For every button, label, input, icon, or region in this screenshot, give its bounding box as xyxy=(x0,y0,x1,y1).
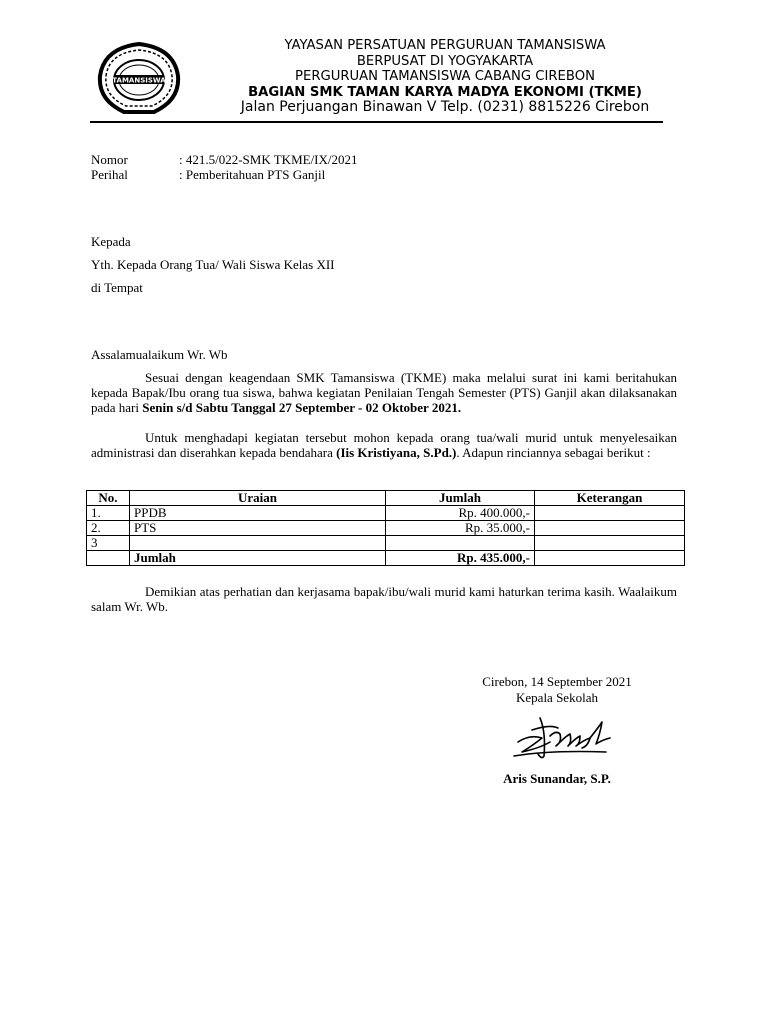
total-value: Rp. 435.000,- xyxy=(386,551,535,566)
letterhead xyxy=(200,38,690,116)
row-jumlah: Rp. 400.000,- xyxy=(386,506,535,521)
paragraph-administration xyxy=(91,430,677,460)
signer-name: Aris Sunandar, S.P. xyxy=(503,771,611,786)
letterhead-line3: PERGURUAN TAMANSISWA CABANG CIREBON xyxy=(295,69,595,84)
total-keterangan xyxy=(535,551,685,566)
total-label: Jumlah xyxy=(130,551,386,566)
header-no: No. xyxy=(87,491,130,506)
table-header-row xyxy=(87,491,685,506)
fee-table xyxy=(86,490,685,566)
table-row xyxy=(87,521,685,536)
row-jumlah xyxy=(386,536,535,551)
total-no xyxy=(87,551,130,566)
letterhead-line2: BERPUSAT DI YOGYAKARTA xyxy=(356,53,534,69)
row-keterangan xyxy=(535,521,685,536)
treasurer-name: (Iis Kristiyana, S.Pd.) xyxy=(336,445,457,460)
table-row xyxy=(87,536,685,551)
address-kepada: Kepada xyxy=(91,234,131,249)
letterhead-address: Jalan Perjuangan Binawan V Telp. (0231) 8815226 Cirebon xyxy=(240,99,650,115)
header-jumlah: Jumlah xyxy=(386,491,535,506)
letterhead-divider xyxy=(90,121,663,123)
handwritten-signature xyxy=(510,712,615,764)
address-place: di Tempat xyxy=(91,280,143,295)
row-no: 3 xyxy=(87,536,130,551)
perihal-value: : Pemberitahuan PTS Ganjil xyxy=(179,167,326,182)
row-keterangan xyxy=(535,506,685,521)
school-logo xyxy=(94,40,184,118)
greeting: Assalamualaikum Wr. Wb xyxy=(91,347,228,362)
paragraph-announcement-text: Sesuai dengan keagendaan SMK Tamansiswa (TKME) maka melalui surat ini kami beritahukan kepada Bapak/Ibu orang tua siswa, bahwa kegiatan Penilaian Tengah Semester (PTS) Ganjil akan dilaksanakan pada hari xyxy=(91,370,677,415)
svg-text:TAMANSISWA: TAMANSISWA xyxy=(112,76,166,85)
paragraph-announcement xyxy=(91,370,677,415)
paragraph-administration-text: Untuk menghadapi kegiatan tersebut mohon kepada orang tua/wali murid untuk menyelesaikan administrasi dan diserahkan kepada bendahara xyxy=(91,430,677,460)
letterhead-school-name: BAGIAN SMK TAMAN KARYA MADYA EKONOMI (TKME) xyxy=(248,84,642,100)
row-keterangan xyxy=(535,536,685,551)
nomor-label: Nomor xyxy=(91,152,128,167)
exam-dates: Senin s/d Sabtu Tanggal 27 September - 02 Oktober 2021. xyxy=(142,400,462,415)
nomor-value: : 421.5/022-SMK TKME/IX/2021 xyxy=(179,152,358,167)
table-total-row xyxy=(87,551,685,566)
closing-paragraph: Demikian atas perhatian dan kerjasama bapak/ibu/wali murid kami haturkan terima kasih. Waalaikum salam Wr. Wb. xyxy=(91,584,677,614)
row-jumlah: Rp. 35.000,- xyxy=(386,521,535,536)
signer-position: Kepala Sekolah xyxy=(516,690,598,705)
header-uraian: Uraian xyxy=(130,491,386,506)
perihal-label: Perihal xyxy=(91,167,128,182)
address-recipient: Yth. Kepada Orang Tua/ Wali Siswa Kelas XII xyxy=(91,257,335,272)
header-keterangan: Keterangan xyxy=(535,491,685,506)
row-no: 1. xyxy=(87,506,130,521)
paragraph-administration-tail: . Adapun rinciannya sebagai berikut : xyxy=(456,445,651,460)
letterhead-line1: YAYASAN PERSATUAN PERGURUAN TAMANSISWA xyxy=(284,38,606,53)
row-uraian xyxy=(130,536,386,551)
row-no: 2. xyxy=(87,521,130,536)
table-row xyxy=(87,506,685,521)
letter-meta xyxy=(91,152,358,182)
place-date: Cirebon, 14 September 2021 xyxy=(482,674,632,689)
row-uraian: PTS xyxy=(130,521,386,536)
row-uraian: PPDB xyxy=(130,506,386,521)
